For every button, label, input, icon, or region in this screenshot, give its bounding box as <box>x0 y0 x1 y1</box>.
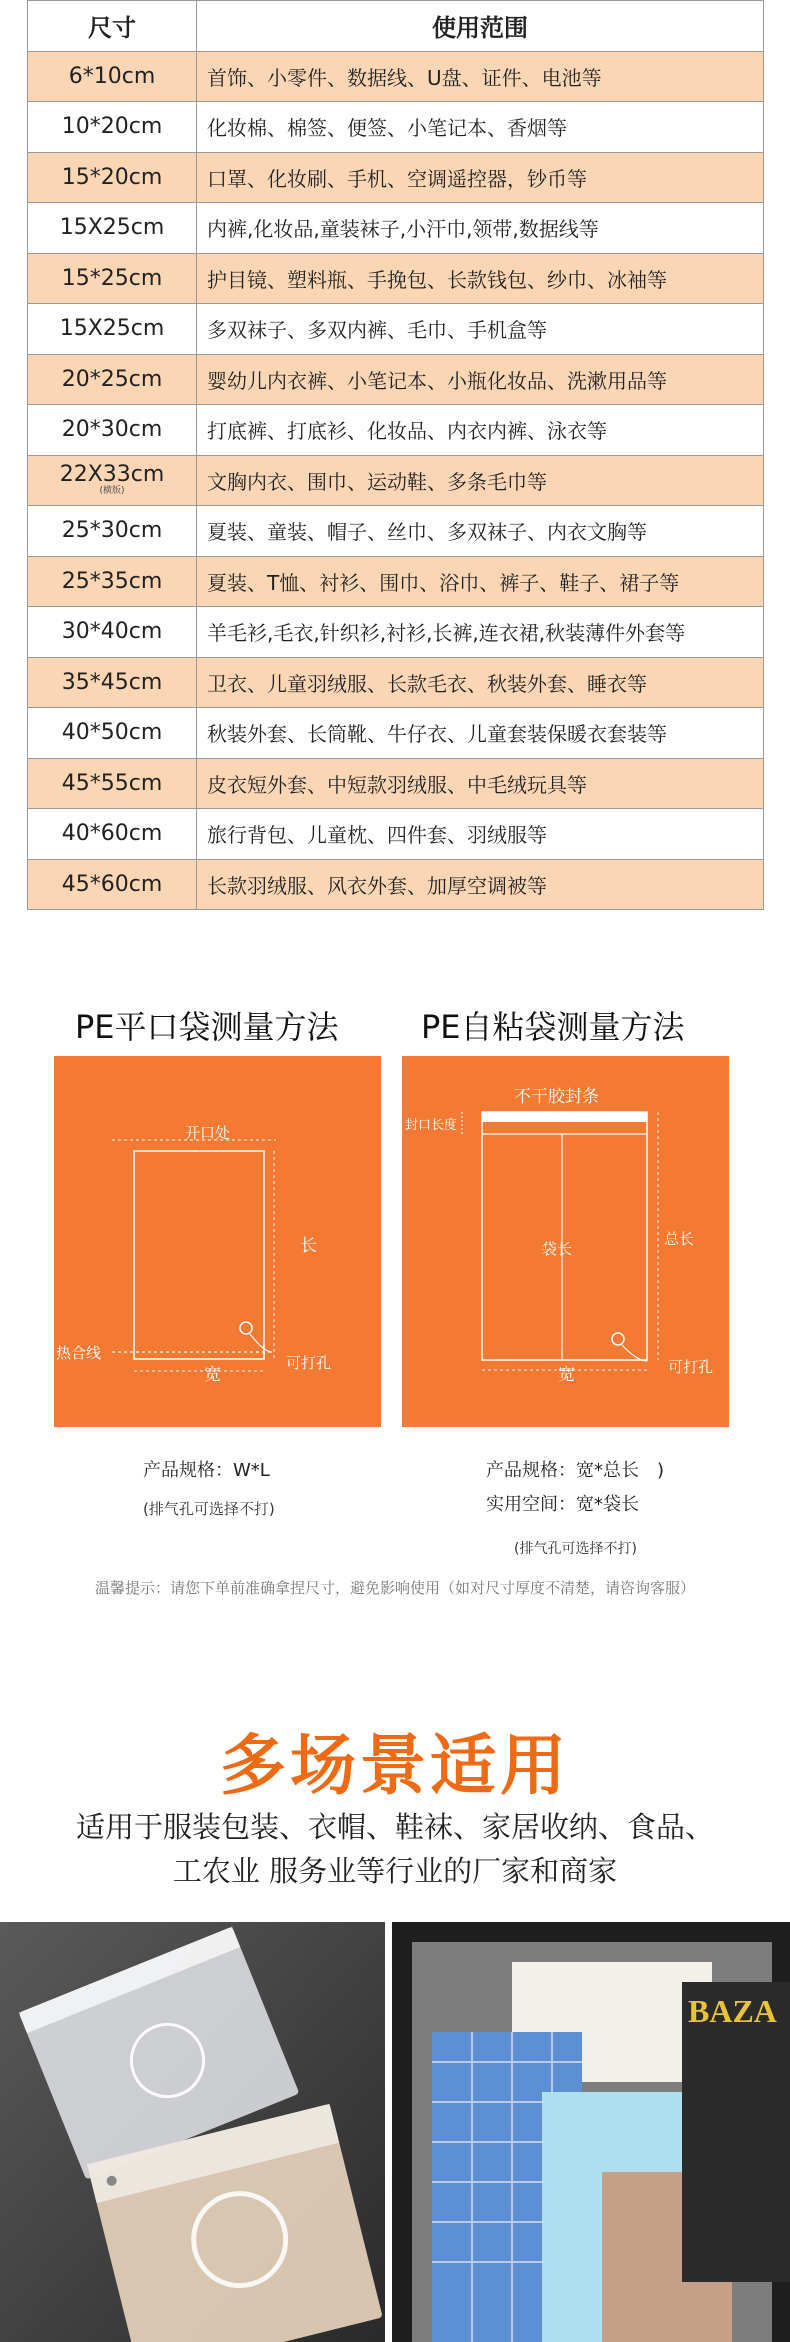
size-cell: 15X25cm <box>28 203 197 254</box>
table-row <box>28 203 764 254</box>
size-cell: 45*60cm <box>28 859 197 910</box>
opening-label: 开口处 <box>185 1124 231 1142</box>
self-seal-bag-diagram <box>402 1056 729 1427</box>
size-cell: 25*35cm <box>28 556 197 607</box>
self-seal-note: (排气孔可选择不打) <box>514 1541 637 1557</box>
flat-bag-note: (排气孔可选择不打) <box>143 1500 275 1518</box>
warm-tip: 温馨提示：请您下单前准确拿捏尺寸，避免影响使用（如对尺寸厚度不清楚，请咨询客服） <box>94 1579 695 1597</box>
scenes-title: 多场景适用 <box>220 1727 570 1804</box>
size-cell: 6*10cm <box>28 51 197 102</box>
table-row <box>28 708 764 759</box>
size-cell: 40*60cm <box>28 809 197 860</box>
usage-cell: 多双袜子、多双内裤、毛巾、手机盒等 <box>197 304 764 355</box>
size-cell: 30*40cm <box>28 607 197 658</box>
self-seal-spec: 产品规格：宽*总长 ) <box>486 1460 665 1481</box>
usage-cell: 文胸内衣、围巾、运动鞋、多条毛巾等 <box>197 455 764 506</box>
usage-cell: 皮衣短外套、中短款羽绒服、中毛绒玩具等 <box>197 758 764 809</box>
bag-photo-right <box>392 1922 790 2342</box>
size-table <box>27 0 764 910</box>
size-cell: 15X25cm <box>28 304 197 355</box>
usage-cell: 打底裤、打底衫、化妆品、内衣内裤、泳衣等 <box>197 405 764 456</box>
table-row <box>28 405 764 456</box>
usage-cell: 婴幼儿内衣裤、小笔记本、小瓶化妆品、洗漱用品等 <box>197 354 764 405</box>
table-header-row <box>28 1 764 52</box>
size-cell: 10*20cm <box>28 102 197 153</box>
table-row <box>28 556 764 607</box>
size-cell: 20*30cm <box>28 405 197 456</box>
usage-cell: 旅行背包、儿童枕、四件套、羽绒服等 <box>197 809 764 860</box>
size-orientation-note: (横版) <box>99 486 125 497</box>
bag-length-label: 袋长 <box>542 1240 573 1258</box>
punch-label: 可打孔 <box>286 1354 332 1372</box>
table-row <box>28 253 764 304</box>
size-cell: 15*25cm <box>28 253 197 304</box>
header-usage: 使用范围 <box>197 1 764 52</box>
self-seal-bag-title: PE自粘袋测量方法 <box>421 1008 685 1046</box>
size-cell: 20*25cm <box>28 354 197 405</box>
table-row <box>28 304 764 355</box>
usage-cell: 化妆棉、棉签、便签、小笔记本、香烟等 <box>197 102 764 153</box>
scenes-desc-line2: 工农业 服务业等行业的厂家和商家 <box>172 1854 618 1888</box>
scenes-section <box>0 1700 790 2342</box>
usage-cell: 内裤,化妆品,童装袜子,小汗巾,领带,数据线等 <box>197 203 764 254</box>
width-label: 宽 <box>204 1365 221 1385</box>
table-row <box>28 758 764 809</box>
magazine-title: BAZA <box>688 1993 777 2029</box>
width-label-right: 宽 <box>558 1365 575 1385</box>
table-row <box>28 657 764 708</box>
size-cell: 35*45cm <box>28 657 197 708</box>
flap-length-label: 封口长度 <box>405 1118 458 1133</box>
flat-bag-spec: 产品规格：W*L <box>143 1460 270 1481</box>
table-body <box>28 51 764 910</box>
usage-cell: 护目镜、塑料瓶、手挽包、长款钱包、纱巾、冰袖等 <box>197 253 764 304</box>
table-row <box>28 152 764 203</box>
scenes-desc-line1: 适用于服装包装、衣帽、鞋袜、家居收纳、食品、 <box>75 1810 714 1844</box>
flat-bag-title: PE平口袋测量方法 <box>75 1008 339 1046</box>
measurement-section <box>0 960 790 1700</box>
total-length-label: 总长 <box>664 1230 695 1248</box>
table-row <box>28 809 764 860</box>
size-cell: 15*20cm <box>28 152 197 203</box>
size-value: 22X33cm <box>59 462 165 488</box>
usage-cell: 长款羽绒服、风衣外套、加厚空调被等 <box>197 859 764 910</box>
adhesive-strip-label: 不干胶封条 <box>514 1087 599 1107</box>
size-cell: 40*50cm <box>28 708 197 759</box>
table-row <box>28 455 764 506</box>
table-row <box>28 354 764 405</box>
usage-cell: 口罩、化妆刷、手机、空调遥控器，钞币等 <box>197 152 764 203</box>
punch-label-right: 可打孔 <box>668 1358 714 1376</box>
size-cell: 45*55cm <box>28 758 197 809</box>
table-row <box>28 506 764 557</box>
size-table-section <box>0 0 790 930</box>
length-label: 长 <box>300 1236 317 1256</box>
usage-cell: 卫衣、儿童羽绒服、长款毛衣、秋装外套、睡衣等 <box>197 657 764 708</box>
seal-line-label: 热合线 <box>56 1344 102 1362</box>
usage-cell: 首饰、小零件、数据线、U盘、证件、电池等 <box>197 51 764 102</box>
size-cell <box>28 455 197 506</box>
usage-cell: 羊毛衫,毛衣,针织衫,衬衫,长裤,连衣裙,秋装薄件外套等 <box>197 607 764 658</box>
table-row <box>28 859 764 910</box>
usage-cell: 夏装、童装、帽子、丝巾、多双袜子、内衣文胸等 <box>197 506 764 557</box>
bag-photo-left <box>0 1922 385 2342</box>
flat-bag-diagram <box>54 1056 381 1427</box>
usage-cell: 夏装、T恤、衬衫、围巾、浴巾、裤子、鞋子、裙子等 <box>197 556 764 607</box>
table-row <box>28 607 764 658</box>
size-cell: 25*30cm <box>28 506 197 557</box>
usage-cell: 秋装外套、长筒靴、牛仔衣、儿童套装保暖衣套装等 <box>197 708 764 759</box>
header-size: 尺寸 <box>28 1 197 52</box>
table-row <box>28 102 764 153</box>
self-seal-space: 实用空间：宽*袋长 <box>486 1494 639 1515</box>
table-row <box>28 51 764 102</box>
